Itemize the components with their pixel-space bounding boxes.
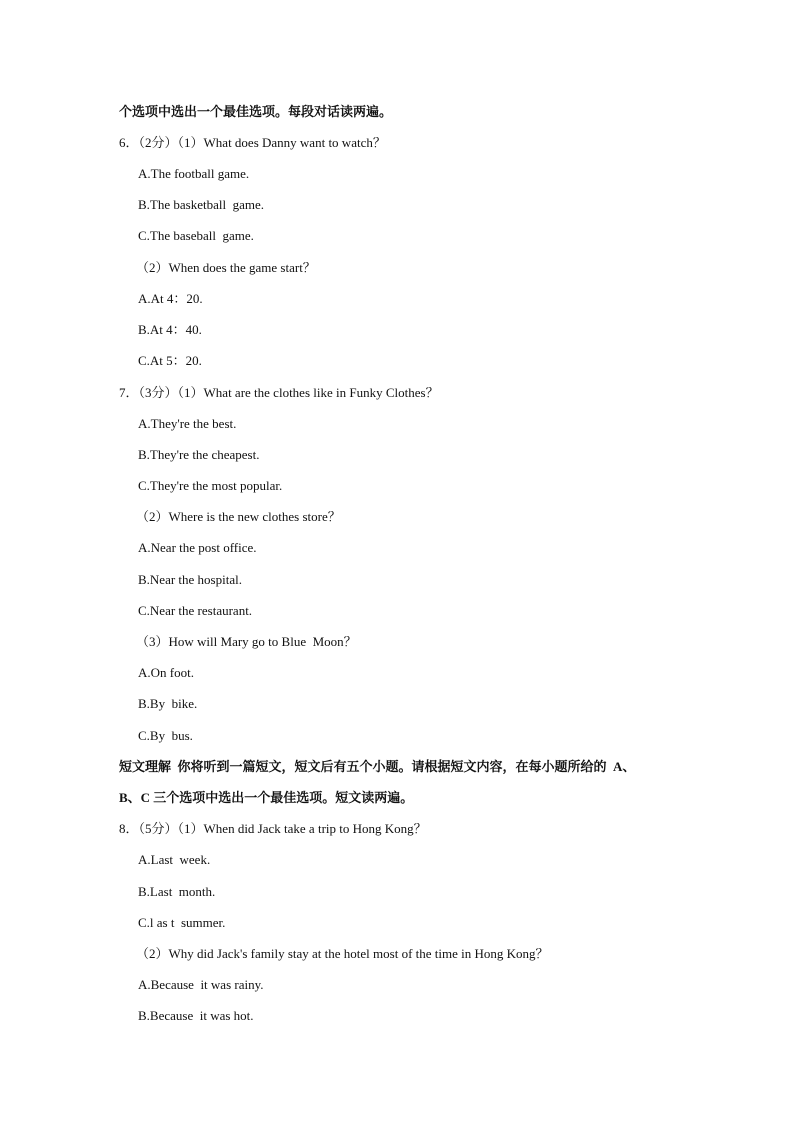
q6-2-option-a: A.At 4：20.	[138, 291, 203, 306]
q7-1-option-a: A.They're the best.	[138, 416, 237, 431]
question-8-number: 8．（5分）	[119, 821, 178, 836]
q7-part-3	[136, 633, 357, 651]
q7-3-option-c: C.By bus.	[138, 728, 193, 743]
q6-2-option-b: B.At 4：40.	[138, 322, 202, 337]
q6-1-option-b: B.The basketball game.	[138, 197, 264, 212]
q8-1-option-b: B.Last month.	[138, 884, 216, 899]
question-6-part-1-label: （1）	[177, 135, 204, 150]
q6-1-option-a: A.The football game.	[138, 166, 250, 181]
q6-part-2-label: （2）	[136, 260, 169, 275]
q7-3-option-a: A.On foot.	[138, 665, 194, 680]
q8-1-option-a: A.Last week.	[138, 852, 211, 867]
question-7-header	[119, 384, 439, 402]
q6-part-2-text: When does the game start？	[168, 260, 316, 275]
q7-part-2-label: （2）	[136, 509, 169, 524]
question-8-part-1-text: When did Jack take a trip to Hong Kong？	[203, 821, 427, 836]
q8-part-2-text: Why did Jack's family stay at the hotel most of the time in Hong Kong？	[168, 946, 549, 961]
q8-1-option-c: C.l as t summer.	[138, 915, 226, 930]
question-6-part-1-text: What does Danny want to watch？	[203, 135, 386, 150]
q7-1-option-c: C.They're the most popular.	[138, 478, 283, 493]
section-2-instruction-line-1: 短文理解 你将听到一篇短文，短文后有五个小题。请根据短文内容，在每小题所给的 A、	[119, 759, 636, 774]
q8-part-2-label: （2）	[136, 946, 169, 961]
section-2-instruction-line-2: B、C 三个选项中选出一个最佳选项。短文读两遍。	[119, 790, 414, 805]
q6-1-option-c: C.The baseball game.	[138, 228, 254, 243]
q6-part-2	[136, 259, 316, 277]
question-6-number: 6．（2分）	[119, 135, 178, 150]
q7-part-2-text: Where is the new clothes store？	[168, 509, 341, 524]
question-7-part-1-text: What are the clothes like in Funky Clothes？	[203, 385, 439, 400]
q8-2-option-b: B.Because it was hot.	[138, 1008, 254, 1023]
q6-2-option-c: C.At 5：20.	[138, 353, 202, 368]
q7-3-option-b: B.By bike.	[138, 696, 198, 711]
q7-2-option-b: B.Near the hospital.	[138, 572, 242, 587]
q7-part-3-text: How will Mary go to Blue Moon？	[168, 634, 357, 649]
section-intro-tail: 个选项中选出一个最佳选项。每段对话读两遍。	[119, 104, 393, 119]
q7-1-option-b: B.They're the cheapest.	[138, 447, 260, 462]
q8-part-2	[136, 945, 549, 963]
q8-2-option-a: A.Because it was rainy.	[138, 977, 264, 992]
q7-part-3-label: （3）	[136, 634, 169, 649]
question-6-header	[119, 134, 386, 152]
question-8-header	[119, 820, 427, 838]
question-7-part-1-label: （1）	[177, 385, 204, 400]
question-8-part-1-label: （1）	[177, 821, 204, 836]
question-7-number: 7．（3分）	[119, 385, 178, 400]
q7-2-option-c: C.Near the restaurant.	[138, 603, 253, 618]
q7-2-option-a: A.Near the post office.	[138, 540, 257, 555]
q7-part-2	[136, 508, 341, 526]
